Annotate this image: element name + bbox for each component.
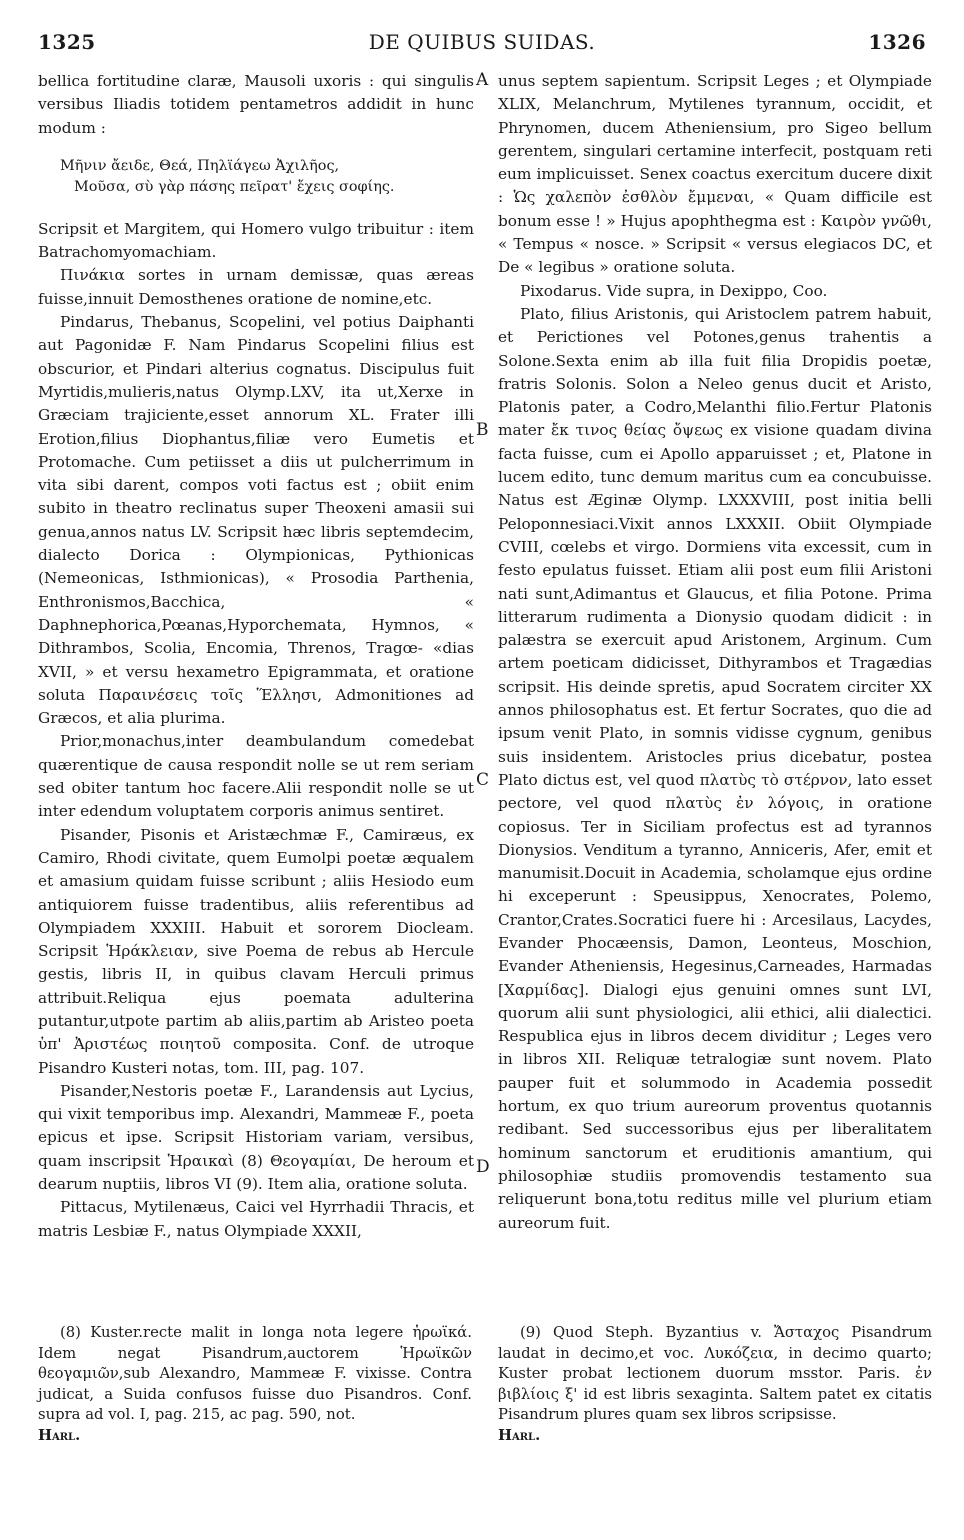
entry-pindarus: Pindarus, Thebanus, Scopelini, vel potius Daiphanti aut Pagonidæ F. Nam Pindarus Scopelini filius est obscurior, et Pindari alterius cognatus. Discipulus fuit Myrtidis,mulieris,natus Olymp.LXV, ita ut,Xerxe in Græciam trajiciente,esset annorum XL. Frater illi Erotion,filius Diophantus,filiæ vero Eumetis et Protomache. Cum petiisset a diis ut pulcherrimum in vita sibi darent, compos voti factus est ; obiit enim subito in theatro reclinatus super Theoxeni amasii sui genua,annos natus LV. Scripsit hæc libris septemdecim, dialecto Dorica : Olympionicas, Pythionicas (Nemeonicas, Isthmionicas), « Prosodia Parthenia, Enthronismos,Bacchica, « Daphnephorica,Pœanas,Hyporchemata, Hymnos, « Dithrambos, Scolia, Encomia, Threnos, Tragœ- «dias XVII, » et versu hexametro Epigrammata, et oratione soluta Παραινέσεις τοῖς Ἕλλησι, Admonitiones ad Græcos, et alia plurima.	[38, 313, 474, 728]
paragraph: Scripsit et Margitem, qui Homero vulgo tribuitur : item Batrachomyomachiam.	[38, 219, 474, 262]
page-number-right: 1326	[868, 30, 926, 54]
margin-marker-d: D	[476, 1157, 490, 1177]
right-column	[498, 70, 932, 1235]
entry-plato: Plato, filius Aristonis, qui Aristoclem patrem habuit, et Perictiones vel Potones,genus trahentis a Solone.Sexta enim ab illa fuit filia Dropidis poetæ, fratris Solonis. Solon a Neleo genus ducit et Aristo, Platonis pater, a Codro,Melanthi filio.Fertur Platonis mater ἔκ τινος θείας ὄψεως ex visione quadam divina facta fuisse, cum ei Apollo apparuisset ; et, Platone in lucem edito, tunc demum maritus cum ea concubuisse. Natus est Æginæ Olymp. LXXXVIII, post initia belli Peloponnesiaci.Vixit annos LXXXII. Obiit Olympiade CVIII, cœlebs et virgo. Dormiens vita excessit, cum in festo epulatus fuisset. Etiam alii post eum filii Aristoni nati sunt,Adimantus et Glaucus, et filia Potone. Prima litterarum rudimenta a Dionysio quodam didicit : in palæstra se exercuit apud Aristonem, Arginum. Cum artem poeticam didicisset, Dithyrambos et Tragædias scripsit. His deinde spretis, apud Socratem circiter XX annos philosophatus est. Et fertur Socrates, quo die ad ipsum venit Plato, in somnis vidisse cygnum, genibus suis insidentem. Aristocles prius dicebatur, postea Plato dictus est, vel quod πλατὺς τὸ στέρνον, lato esset pectore, vel quod πλατὺς ἐν λόγοις, in oratione copiosus. Ter in Siciliam profectus est ad tyrannos Dionysios. Venditum a tyranno, Anniceris, Afer, emit et manumisit.Docuit in Academia, scholamque ejus ordine hi exceperunt : Speusippus, Xenocrates, Polemo, Crantor,Crates.Socratici fuere hi : Arcesilaus, Lacydes, Evander Phocæensis, Damon, Leonteus, Moschion, Evander Atheniensis, Hegesinus,Carneades, Harmadas [Χαρμίδας]. Dialogi ejus genuini omnes sunt LVI, quorum alii sunt physiologici, alii ethici, alii dialectici. Respublica ejus in libros decem dividitur ; Leges vero in libros XII. Reliquæ tetralogiæ sunt novem. Plato pauper fuit et solummodo in Academia possedit hortum, ex quo trium aureorum proventus quotannis redibant. Sed successoribus ejus per liberalitatem hominum sanctorum et eruditionis amantium, qui philosophiæ studiis promovendis testamento sua reliquerunt bona,totu reditus mille vel plurium etiam aureorum fuit.	[498, 304, 932, 1232]
footnote-signature: Harl.	[38, 1426, 81, 1444]
footnote-9	[498, 1323, 932, 1447]
running-title: DE QUIBUS SUIDAS.	[368, 30, 596, 54]
margin-marker-a: A	[476, 70, 489, 90]
paragraph: unus septem sapientum. Scripsit Leges ; et Olympiade XLIX, Melanchrum, Mytilenes tyrannum, occidit, et Phrynomen, ducem Atheniensium, pro Sigeo bellum gerentem, singulari certamine interfecit, postquam reti eum implicuisset. Senex coactus exercitum ducere dixit : Ὡς χαλεπὸν ἐσθλὸν ἔμμεναι, « Quam difficile est bonum esse ! » Hujus apophthegma est : Καιρὸν γνῶθι, « Tempus « nosce. » Scripsit « versus elegiacos DC, et De « legibus » oratione soluta.	[498, 72, 932, 277]
entry-prior: Prior,monachus,inter deambulandum comedebat quærentique de causa respondit nolle se ut rem seriam sed obiter tantum hoc facere.Alii respondit nolle se ut inter edendum voluptatem corporis animus sentiret.	[38, 732, 474, 821]
greek-verse	[38, 156, 474, 198]
left-column	[38, 70, 474, 1243]
margin-marker-b: B	[476, 420, 489, 440]
paragraph: bellica fortitudine claræ, Mausoli uxoris : qui singulis versibus Iliadis totidem pentametros addidit in hunc modum :	[38, 72, 474, 137]
page-number-left: 1325	[38, 30, 96, 54]
margin-marker-c: C	[476, 770, 490, 790]
entry-pisander-larandensis: Pisander,Nestoris poetæ F., Larandensis aut Lycius, qui vixit temporibus imp. Alexandri, Mammeæ F., poeta epicus et ipse. Scripsit Historiam variam, versibus, quam inscripsit Ἡραικαὶ (8) Θεογαμίαι, De heroum et dearum nuptiis, libros VI (9). Item alia, oratione soluta.	[38, 1081, 474, 1194]
running-header	[38, 30, 926, 62]
footnote-text: (8) Kuster.recte malit in longa nota legere ἡρωϊκά. Idem negat Pisandrum,auctorem Ἡρωϊκῶν θεογαμιῶν,sub Alexandro, Mammeæ F. vixisse. Contra judicat, a Suida confusos fuisse duo Pisandros. Conf. supra ad vol. I, pag. 215, ac pag. 590, not.	[38, 1324, 472, 1424]
entry-pinakia: Πινάκια sortes in urnam demissæ, quas æreas fuisse,innuit Demosthenes oratione de nomine,etc.	[38, 266, 474, 308]
footnote-text: (9) Quod Steph. Byzantius v. Ἄσταχος Pisandrum laudat in decimo,et voc. Λυκόζεια, in decimo quarto; Kuster probat lectionem duorum msstor. Paris. ἐν βιβλίοις ξ' id est libris sexaginta. Saltem patet ex citatis Pisandrum plures quam sex libros scripsisse.	[498, 1324, 932, 1424]
footnote-8	[38, 1323, 472, 1447]
entry-pixodarus: Pixodarus. Vide supra, in Dexippo, Coo.	[520, 281, 828, 300]
entry-pittacus: Pittacus, Mytilenæus, Caici vel Hyrrhadii Thracis, et matris Lesbiæ F., natus Olympiade XXXII,	[38, 1198, 474, 1240]
entry-pisander-camiraeus: Pisander, Pisonis et Aristæchmæ F., Camiræus, ex Camiro, Rhodi civitate, quem Eumolpi poetæ æqualem et amasium quidam fuisse scribunt ; aliis Hesiodo eum antiquiorem fuisse tradentibus, aliis referentibus ad Olympiadem XXXIII. Habuit et sororem Diocleam. Scripsit Ἡράκλειαν, sive Poema de rebus ab Hercule gestis, libris II, in quibus clavam Herculi primus attribuit.Reliqua ejus poemata adulterina putantur,utpote partim ab aliis,partim ab Aristeo poeta ὑπ' Ἀριστέως ποιητοῦ composita. Conf. de utroque Pisandro Kusteri notas, tom. III, pag. 107.	[38, 825, 474, 1077]
verse-line: Μῆνιν ἄειδε, Θεά, Πηλϊάγεω Ἀχιλῆος,	[60, 157, 340, 174]
verse-line: Μοῦσα, σὺ γὰρ πάσης πεῖρατ' ἔχεις σοφίης.	[74, 178, 395, 195]
footnote-signature: Harl.	[498, 1426, 541, 1444]
